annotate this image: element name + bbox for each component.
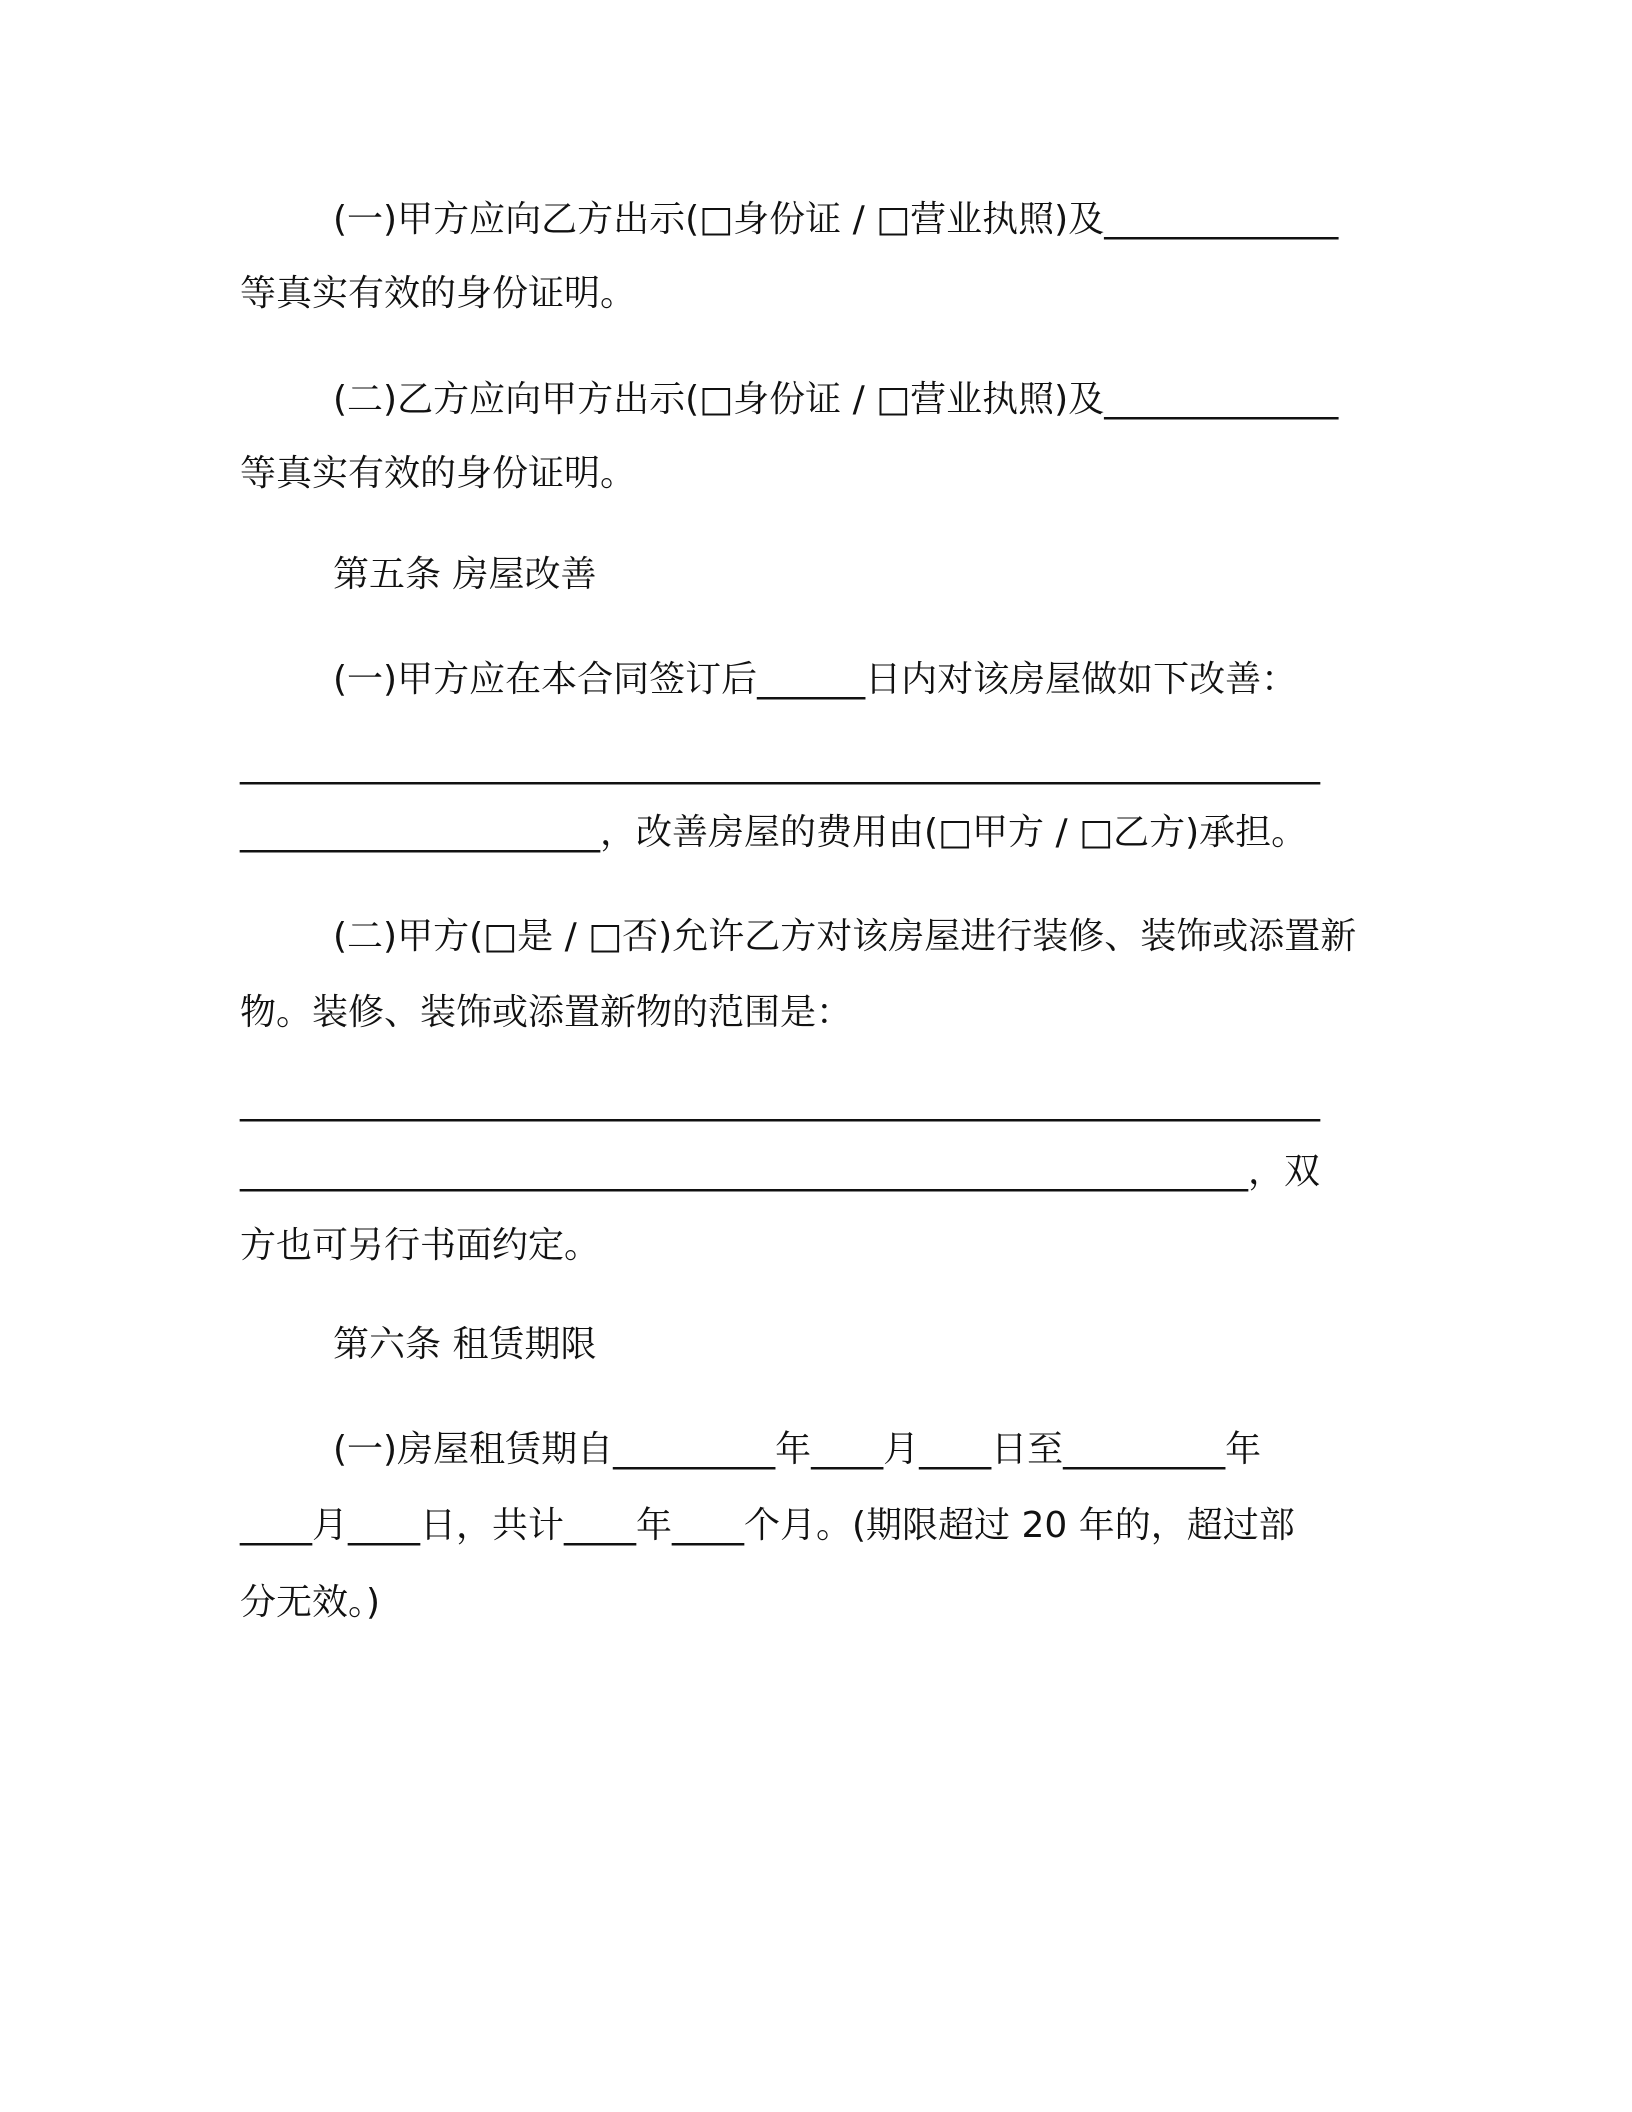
article6-clause1-line2: ____月____日，共计____年____个月。(期限超过 20 年的，超过部 — [240, 1505, 1295, 1546]
article5-clause2-line5: 方也可另行书面约定。 — [240, 1225, 601, 1266]
article5-clause1-line3: ____________________，改善房屋的费用由(□甲方 / □乙方)承担。 — [240, 812, 1308, 853]
article4-clause2-line1: (二)乙方应向甲方出示(□身份证 / □营业执照)及_____________ — [333, 379, 1339, 420]
article6-heading: 第六条 租赁期限 — [333, 1324, 597, 1365]
article4-clause1-line1: (一)甲方应向乙方出示(□身份证 / □营业执照)及_____________ — [333, 199, 1339, 240]
article6-clause1-line3: 分无效。) — [240, 1582, 381, 1623]
article5-clause2-line1: (二)甲方(□是 / □否)允许乙方对该房屋进行装修、装饰或添置新 — [333, 916, 1357, 957]
article5-clause2-line3: ____________________________________________________________ — [240, 1081, 1320, 1122]
article4-clause2-line2: 等真实有效的身份证明。 — [240, 453, 637, 494]
article6-clause1-line1: (一)房屋租赁期自_________年____月____日至_________年 — [333, 1429, 1262, 1470]
article4-clause1-line2: 等真实有效的身份证明。 — [240, 273, 637, 314]
article5-clause1-line1: (一)甲方应在本合同签订后______日内对该房屋做如下改善： — [333, 659, 1298, 700]
article5-heading: 第五条 房屋改善 — [333, 554, 597, 595]
article5-clause1-line2: ____________________________________________________________ — [240, 744, 1320, 785]
article5-clause2-line4: ________________________________________________________，双 — [240, 1151, 1320, 1192]
article5-clause2-line2: 物。装修、装饰或添置新物的范围是： — [240, 992, 853, 1033]
